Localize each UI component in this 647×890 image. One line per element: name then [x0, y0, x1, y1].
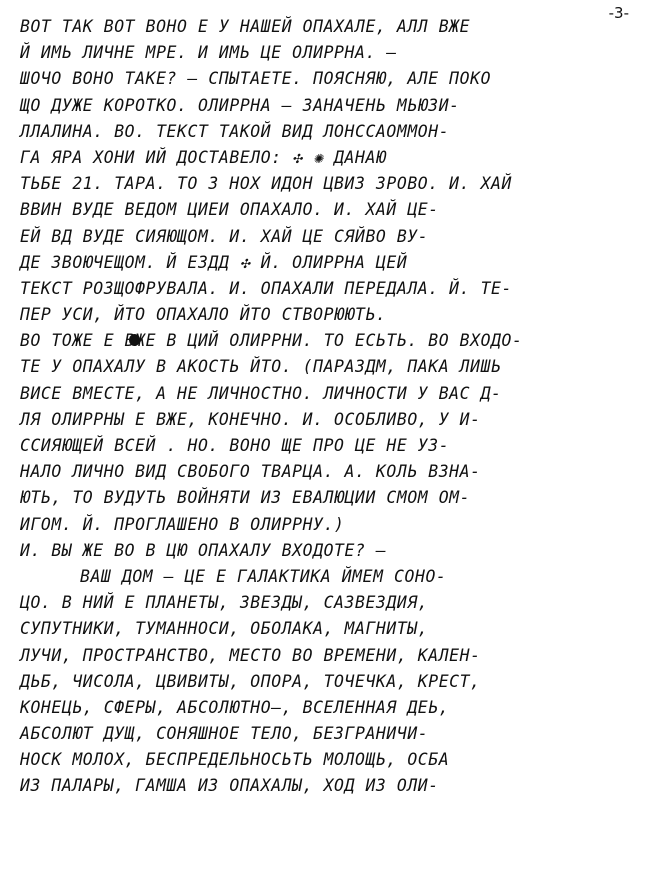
text-line: Й ИМЬ ЛИЧНЕ МРЕ. И ИМЬ ЦЕ ОЛИРРНА. —	[20, 43, 397, 63]
text-line: ЕЙ ВД ВУДЕ СИЯЮЩОМ. И. ХАЙ ЦЕ СЯЙВО ВУ-	[20, 226, 429, 246]
text-line: ТЕ У ОПАХАЛУ В АКОСТЬ ЙТО. (ПАРАЗДМ, ПАКА ЛИШЬ	[20, 357, 502, 377]
text-line: ГА ЯРА ХОНИ ИЙ ДОСТАВЕЛО: ✣ ✺ ДАНАЮ	[20, 147, 387, 167]
text-line: АБСОЛЮТ ДУЩ, СОНЯШНОЕ ТЕЛО, БЕЗГРАНИЧИ-	[20, 724, 429, 744]
text-line: ТЕКСТ РОЗЩОФРУВАЛА. И. ОПАХАЛИ ПЕРЕДАЛА. Й. ТЕ-	[20, 278, 512, 298]
text-line: ССИЯЮЩЕЙ ВСЕЙ . НО. ВОНО ЩЕ ПРО ЦЕ НЕ УЗ-	[20, 436, 450, 455]
text-line: И. ВЫ ЖЕ ВО В ЦЮ ОПАХАЛУ ВХОДОТЕ? —	[20, 540, 387, 560]
text-line: КОНЕЦЬ, СФЕРЫ, АБСОЛЮТНО—, ВСЕЛЕННАЯ ДЕЬ,	[20, 697, 450, 717]
handwritten-text	[20, 14, 630, 800]
text-line: ВВИН ВУДЕ ВЕДОМ ЦИЕИ ОПАХАЛО. И. ХАЙ ЦЕ-	[20, 200, 439, 220]
text-line: ВОТ ТАК ВОТ ВОНО Е У НАШЕЙ ОПАХАЛЕ, АЛЛ ВЖЕ	[20, 17, 471, 36]
text-line: ПЕР УСИ, ЙТО ОПАХАЛО ЙТО СТВОРЮЮТЬ.	[20, 305, 387, 325]
text-line: ЛУЧИ, ПРОСТРАНСТВО, МЕСТО ВО ВРЕМЕНИ, КАЛЕН-	[20, 645, 481, 665]
text-line: ТЬБЕ 21. ТАРА. ТО З НОХ ИДОН ЦВИЗ ЗРОВО. И. ХАЙ	[20, 174, 512, 194]
text-line: ДЕ ЗВОЮЧЕЩОМ. Й ЕЗДД ✣ Й. ОЛИРРНА ЦЕЙ	[20, 252, 408, 272]
text-line: ЛЛАЛИНА. ВО. ТЕКСТ ТАКОЙ ВИД ЛОНССАОММОН-	[20, 121, 450, 141]
text-line: ВАШ ДОМ — ЦЕ Е ГАЛАКТИКА ЙМЕМ СОНО-	[80, 566, 447, 586]
text-line: ШОЧО ВОНО ТАКЕ? — СПЫТАЕТЕ. ПОЯСНЯЮ, АЛЕ ПОКО	[20, 69, 492, 89]
text-line: ЩО ДУЖЕ КОРОТКО. ОЛИРРНА — ЗАНАЧЕНЬ МЬЮЗИ-	[20, 95, 460, 115]
text-line: ДЬБ, ЧИСОЛА, ЦВИВИТЫ, ОПОРА, ТОЧЕЧКА, КРЕСТ,	[20, 671, 481, 691]
text-line: ВИСЕ ВМЕСТЕ, А НЕ ЛИЧНОСТНО. ЛИЧНОСТИ У ВАС Д-	[20, 383, 502, 403]
text-line: НАЛО ЛИЧНО ВИД СВОБОГО ТВАРЦА. А. КОЛЬ ВЗНА-	[20, 462, 481, 482]
text-line: ВО ТОЖЕ Е ВЖЕ В ЦИЙ ОЛИРРНИ. ТО ЕСЬТЬ. ВО ВХОДО-	[20, 331, 523, 351]
text-line: ЦО. В НИЙ Е ПЛАНЕТЫ, ЗВЕЗДЫ, САЗВЕЗДИЯ,	[20, 593, 429, 613]
text-line: НОСК МОЛОХ, БЕСПРЕДЕЛЬНОСЬТЬ МОЛОЩЬ, ОСБА	[20, 750, 450, 770]
text-line: ЛЯ ОЛИРРНЫ Е ВЖЕ, КОНЕЧНО. И. ОСОБЛИВО, У И-	[20, 409, 481, 429]
text-line: СУПУТНИКИ, ТУМАННОСИ, ОБОЛАКА, МАГНИТЫ,	[20, 619, 429, 639]
text-line: ИЗ ПАЛАРЫ, ГАМША ИЗ ОПАХАЛЫ, ХОД ИЗ ОЛИ-	[20, 776, 439, 796]
text-line: ИГОМ. Й. ПРОГЛАШЕНО В ОЛИРРНУ.)	[20, 514, 345, 534]
text-line: ЮТЬ, ТО ВУДУТЬ ВОЙНЯТИ ИЗ ЕВАЛЮЦИИ СМОМ ОМ-	[20, 488, 471, 508]
page-number: -3-	[608, 4, 629, 22]
